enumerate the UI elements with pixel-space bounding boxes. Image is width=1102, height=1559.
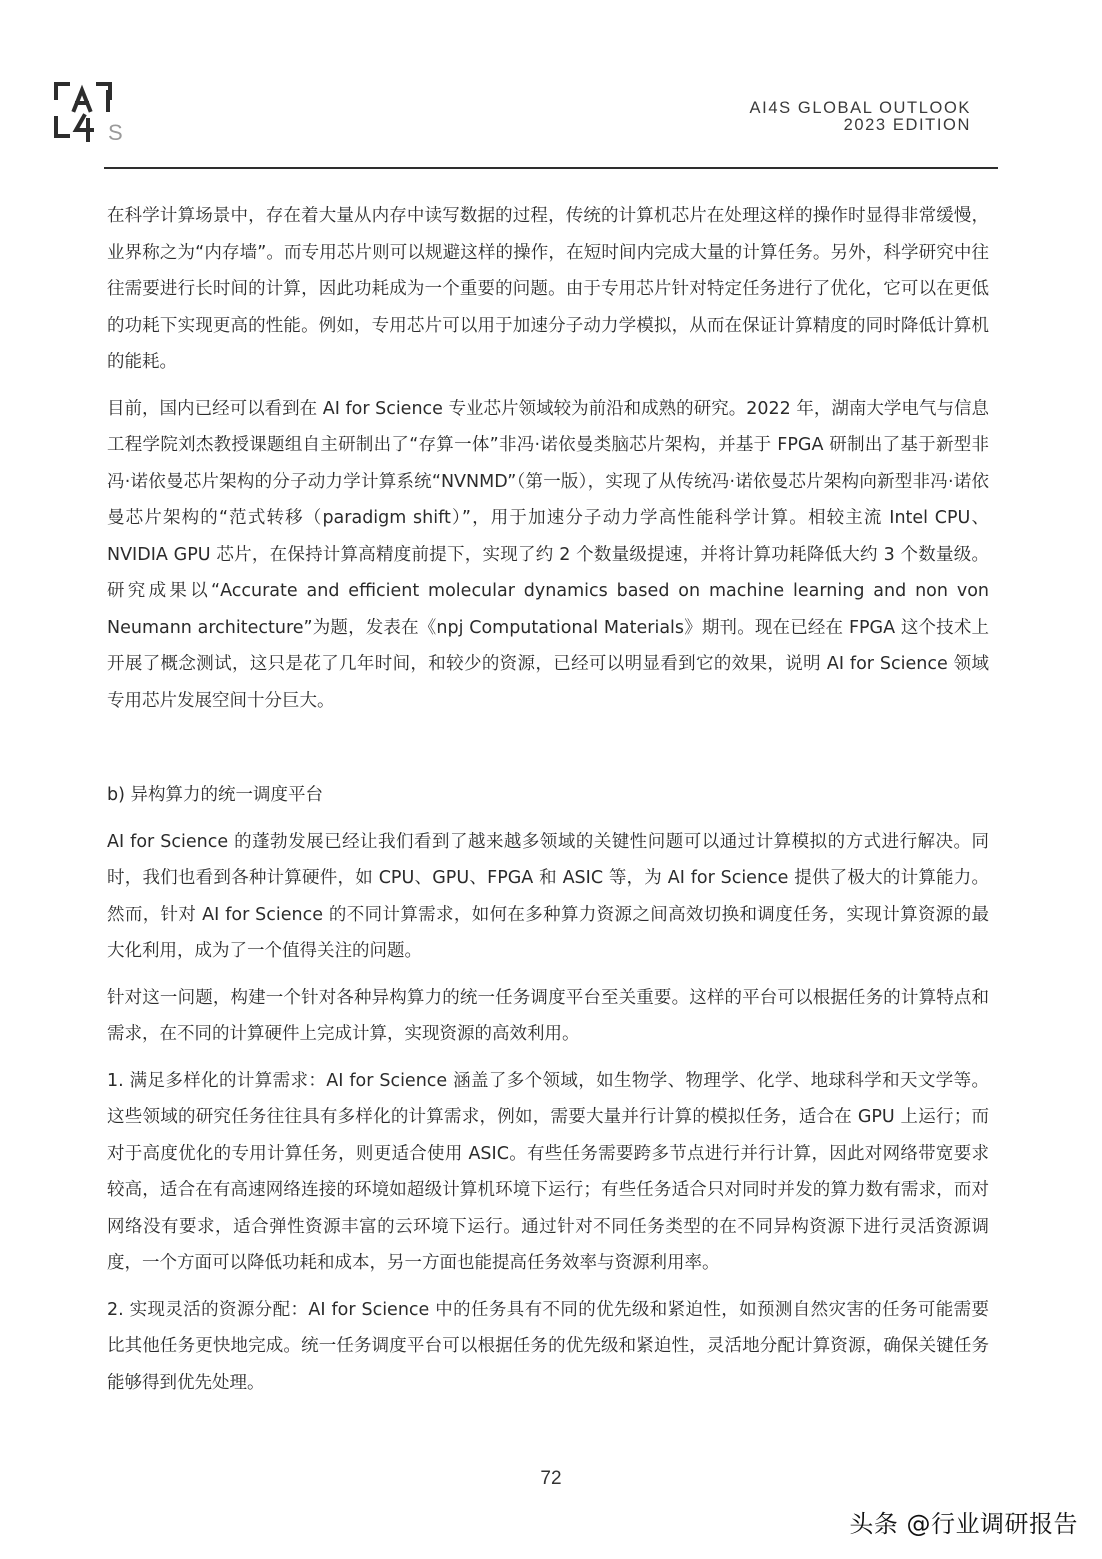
paragraph-memory-wall: 在科学计算场景中，存在着大量从内存中读写数据的过程，传统的计算机芯片在处理这样的操作时显得非常缓慢，业界称之为“内存墙”。而专用芯片则可以规避这样的操作，在短时间内完成大量的计算任务。另外，科学研究中往往需要进行长时间的计算，因此功耗成为一个重要的问题。由于专用芯片针对特定任务进行了优化，它可以在更低的功耗下实现更高的性能。例如，专用芯片可以用于加速分子动力学模拟，从而在保证计算精度的同时降低计算机的能耗。 (107, 206, 989, 372)
paragraph-flexible-allocation: 2. 实现灵活的资源分配：AI for Science 中的任务具有不同的优先级和紧迫性，如预测自然灾害的任务可能需要比其他任务更快地完成。统一任务调度平台可以根据任务的优先级和紧迫性，灵活地分配计算资源，确保关键任务能够得到优先处理。 (107, 1299, 989, 1393)
brand-edition: 2023 EDITION (843, 116, 971, 134)
source-watermark: 头条 @行业调研报告 (849, 1510, 1078, 1538)
paragraph-scheduling-platform: 针对这一问题，构建一个针对各种异构算力的统一任务调度平台至关重要。这样的平台可以根据任务的计算特点和需求，在不同的计算硬件上完成计算，实现资源的高效利用。 (107, 987, 989, 1044)
header-divider (104, 167, 998, 169)
page-body (107, 198, 989, 1401)
brand-title: AI4S GLOBAL OUTLOOK (749, 99, 971, 117)
report-branding (750, 100, 971, 134)
ai4s-logo: S (52, 80, 132, 144)
paragraph-compute-hardware: AI for Science 的蓬勃发展已经让我们看到了越来越多领域的关键性问题可以通过计算模拟的方式进行解决。同时，我们也看到各种计算硬件，如 CPU、GPU、FPGA 和 ASIC 等，为 AI for Science 提供了极大的计算能力。然而，针对 AI for Science 的不同计算需求，如何在多种算力资源之间高效切换和调度任务，实现计算资源的最大化利用，成为了一个值得关注的问题。 (107, 831, 989, 961)
section-heading: b) 异构算力的统一调度平台 (107, 785, 323, 805)
paragraph-diverse-needs: 1. 满足多样化的计算需求：AI for Science 涵盖了多个领域，如生物学、物理学、化学、地球科学和天文学等。这些领域的研究任务往往具有多样化的计算需求，例如，需要大量并行计算的模拟任务，适合在 GPU 上运行；而对于高度优化的专用计算任务，则更适合使用 ASIC。有些任务需要跨多节点进行并行计算，因此对网络带宽要求较高，适合在有高速网络连接的环境如超级计算机环境下运行；有些任务适合只对同时并发的算力数有需求，而对网络没有要求，适合弹性资源丰富的云环境下运行。通过针对不同任务类型的在不同异构资源下进行灵活资源调度，一个方面可以降低功耗和成本，另一方面也能提高任务效率与资源利用率。 (107, 1070, 989, 1273)
paragraph-domestic-research: 目前，国内已经可以看到在 AI for Science 专业芯片领域较为前沿和成熟的研究。2022 年，湖南大学电气与信息工程学院刘杰教授课题组自主研制出了“存算一体”非冯·诺依曼类脑芯片架构，并基于 FPGA 研制出了基于新型非冯·诺依曼芯片架构的分子动力学计算系统“NVNMD”（第一版），实现了从传统冯·诺依曼芯片架构向新型非冯·诺依曼芯片架构的“范式转移（paradigm shift）”，用于加速分子动力学高性能科学计算。相较主流 Intel CPU、NVIDIA GPU 芯片，在保持计算高精度前提下，实现了约 2 个数量级提速，并将计算功耗降低大约 3 个数量级。研究成果以“Accurate and efficient molecular dynamics based on machine learning and non von Neumann architecture”为题，发表在《npj Computational Materials》期刊。现在已经在 FPGA 这个技术上开展了概念测试，这只是花了几年时间，和较少的资源，已经可以明显看到它的效果，说明 AI for Science 领域专用芯片发展空间十分巨大。 (107, 398, 989, 711)
page-number: 72 (540, 1468, 562, 1489)
